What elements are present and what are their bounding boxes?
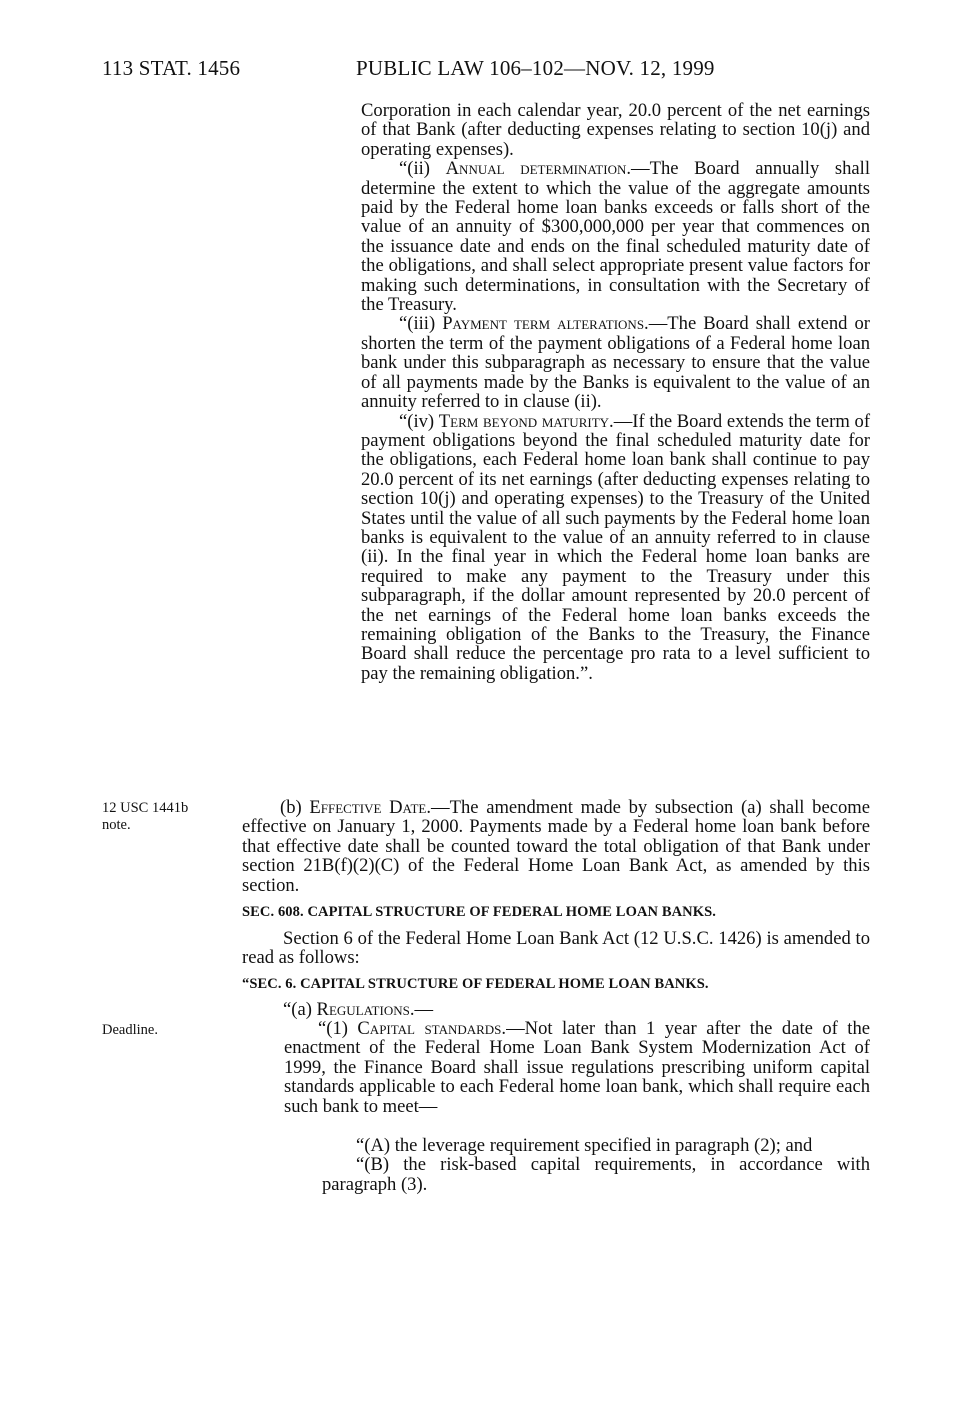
clause-ii-heading: Annual determination. (445, 158, 631, 180)
subsection-a-number: “(a) (283, 999, 317, 1020)
clause-iv-number: “(iv) (399, 410, 439, 432)
paragraph-1-body: —Not later than 1 year after the date of the enactment of the Federal Home Loan Bank System Modernization Act of 1999, the Finance Board shall issue regulations prescribing uniform capital standards applicable to each Federal home loan bank, which shall require each such bank to meet— (284, 1018, 870, 1117)
upper-text-block (361, 101, 870, 683)
subparagraph-a: “(A) the leverage requirement specified in paragraph (2); and (356, 1135, 813, 1156)
margin-note-usc (102, 800, 188, 834)
clause-ii (361, 159, 870, 314)
clause-iii-heading: Payment term alterations. (442, 313, 649, 335)
paragraph-1-block (284, 1019, 870, 1116)
margin-note-usc-line1: 12 USC 1441b (102, 800, 189, 816)
clause-iv-body: —If the Board extends the term of payment obligations beyond the final scheduled maturity date for the obligations, each Federal home loan bank shall continue to pay 20.0 percent of its net earnings (after deducting expenses relating to section 10(j) and operating expenses) to the Treasury of the United States until the value of all such payments by the Federal home loan banks is equivalent to the value of an annuity referred to in clause (ii). In the final year in which the Federal home loan banks are required to make any payment to the Treasury under this subparagraph, if the dollar amount represented by 20.0 percent of the net earnings of the Federal home loan banks exceeds the remaining obligation of the Banks to the Treasury, the Finance Board shall reduce the percentage pro rata to a level sufficient to pay the remaining obligation.”. (361, 410, 871, 684)
subsection-b-heading: Effective Date. (309, 797, 431, 818)
section-608-heading-block (242, 904, 716, 921)
section-6-heading: “SEC. 6. CAPITAL STRUCTURE OF FEDERAL HOME LOAN BANKS. (242, 976, 709, 992)
section-608-body-block (242, 929, 870, 968)
subsection-b (242, 798, 870, 895)
subsection-b-number: (b) (280, 797, 310, 818)
section-608-heading: SEC. 608. CAPITAL STRUCTURE OF FEDERAL HOME LOAN BANKS. (242, 904, 716, 920)
subsection-a-dash: — (414, 999, 434, 1020)
section-6-heading-block (242, 976, 709, 993)
continuation-paragraph: Corporation in each calendar year, 20.0 percent of the net earnings of that Bank (after deducting expenses relating to section 10(j) and operating expenses). (361, 100, 870, 160)
paragraph-1-heading: Capital standards. (357, 1018, 507, 1039)
margin-note-usc-line2: note. (102, 817, 131, 833)
subsection-b-block (242, 798, 870, 895)
margin-note-deadline: Deadline. (102, 1022, 158, 1038)
clause-iv (361, 412, 870, 684)
running-header-law: PUBLIC LAW 106–102—NOV. 12, 1999 (356, 56, 715, 80)
clause-iv-heading: Term beyond maturity. (438, 410, 614, 432)
subparagraphs-block (322, 1136, 870, 1194)
subsection-a-heading-line (242, 1000, 870, 1019)
clause-ii-number: “(ii) (399, 158, 446, 180)
clause-iii-number: “(iii) (399, 313, 443, 335)
section-608-body: Section 6 of the Federal Home Loan Bank Act (12 U.S.C. 1426) is amended to read as follows: (242, 928, 870, 969)
subsection-b-body: —The amendment made by subsection (a) shall become effective on January 1, 2000. Payments made by a Federal home loan bank before that effective date shall be counted toward the total obligation of that Bank under section 21B(f)(2)(C) of the Federal Home Loan Bank Act, as amended by this section. (242, 797, 870, 896)
paragraph-1-number: “(1) (318, 1018, 358, 1039)
paragraph-1 (284, 1019, 870, 1116)
clause-ii-body: —The Board annually shall determine the extent to which the value of the aggregate amounts paid by the Federal home loan banks exceeds or falls short of the value of an annuity of $300,000,000 per year that commences on the issuance date and ends on the final scheduled maturity date of the obligations, and shall select appropriate present value factors for making such determinations, in consultation with the Secretary of the Treasury. (361, 158, 871, 316)
clause-iii (361, 314, 870, 411)
page-stat-number: 113 STAT. 1456 (102, 56, 241, 80)
subsection-a-block (242, 1000, 870, 1019)
subparagraph-b: “(B) the risk-based capital requirements, in accordance with paragraph (3). (322, 1154, 870, 1195)
clause-iii-body: —The Board shall extend or shorten the term of the payment obligations of a Federal home loan bank under this subparagraph as necessary to ensure that the value of all payments made by the Banks is equivalent to the value of an annuity referred to in clause (ii). (361, 313, 870, 413)
subsection-a-heading: Regulations. (316, 999, 415, 1020)
